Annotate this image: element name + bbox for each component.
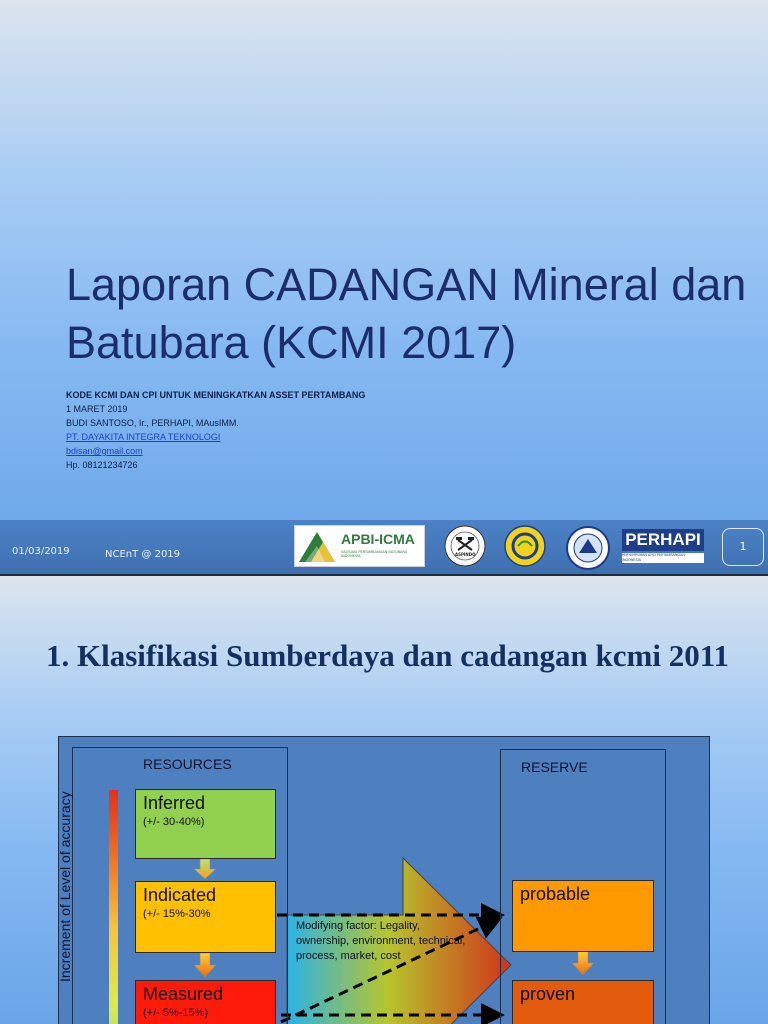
reserve-label: RESERVE	[521, 759, 588, 775]
association-circle-logo	[504, 525, 546, 567]
accuracy-axis-label: Increment of Level of accuracy	[57, 791, 73, 982]
apbi-logo-subtext: ASOSIASI PERTAMBANGAN BATUBARA INDONESIA	[341, 550, 408, 558]
classification-diagram	[58, 736, 710, 1024]
slide-title: Laporan CADANGAN Mineral dan Batubara (KCMI 2017)	[66, 259, 747, 368]
email-link[interactable]: bdisan@gmail.com	[66, 446, 143, 456]
page-number: 1	[722, 528, 764, 566]
presentation-date: 1 MARET 2019	[66, 404, 128, 414]
resources-label: RESOURCES	[143, 756, 232, 772]
aspindo-text: ASPINDO	[455, 552, 476, 557]
apbi-icma-logo	[294, 525, 425, 567]
aspindo-logo	[442, 525, 488, 567]
accuracy-color-bar	[109, 790, 118, 1024]
modifying-factor-text: Modifying factor: Legality, ownership, environment, technical, process, market, cost	[296, 920, 466, 962]
indicated-accuracy: (+/- 15%-30%	[143, 908, 211, 920]
perhapi-logo-subtext: PERHIMPUNAN AHLI PERTAMBANGAN INDONESIA	[622, 553, 704, 563]
proven-box	[512, 980, 654, 1024]
proven-label: proven	[520, 984, 576, 1004]
indicated-box	[135, 881, 276, 953]
presenter-name: BUDI SANTOSO, Ir., PERHAPI, MAusIMM.	[66, 418, 239, 428]
phone-number: Hp. 08121234726	[66, 460, 138, 470]
inferred-label: Inferred	[143, 793, 206, 813]
perhapi-logo-text: PERHAPI	[622, 529, 704, 551]
probable-box	[512, 880, 654, 952]
company-link[interactable]: PT. DAYAKITA INTEGRA TEKNOLOGI	[66, 432, 221, 442]
apbi-logo-text: APBI-ICMA	[341, 531, 415, 547]
aspindo-seal-icon	[442, 525, 488, 567]
measured-label: Measured	[143, 984, 224, 1004]
mining-seal-logo	[564, 525, 612, 567]
blue-seal-icon	[564, 525, 612, 571]
subtitle-block	[66, 388, 365, 472]
inferred-accuracy: (+/- 30-40%)	[143, 816, 205, 828]
footer-date: 01/03/2019	[12, 546, 70, 557]
probable-label: probable	[520, 884, 591, 904]
measured-box	[135, 980, 276, 1024]
classification-slide	[0, 576, 768, 1024]
indicated-label: Indicated	[143, 885, 217, 905]
measured-accuracy: (+/- 5%-15%)	[143, 1007, 209, 1019]
subtitle-heading: KODE KCMI DAN CPI UNTUK MENINGKATKAN ASSET PERTAMBANG	[66, 390, 366, 400]
yellow-circle-emblem-icon	[504, 525, 546, 567]
slide2-title: 1. Klasifikasi Sumberdaya dan cadangan kcmi 2011	[46, 638, 729, 673]
perhapi-logo	[620, 525, 706, 567]
inferred-box	[135, 789, 276, 859]
slide-footer	[0, 520, 768, 574]
footer-organizer: NCEnT @ 2019	[105, 549, 181, 560]
